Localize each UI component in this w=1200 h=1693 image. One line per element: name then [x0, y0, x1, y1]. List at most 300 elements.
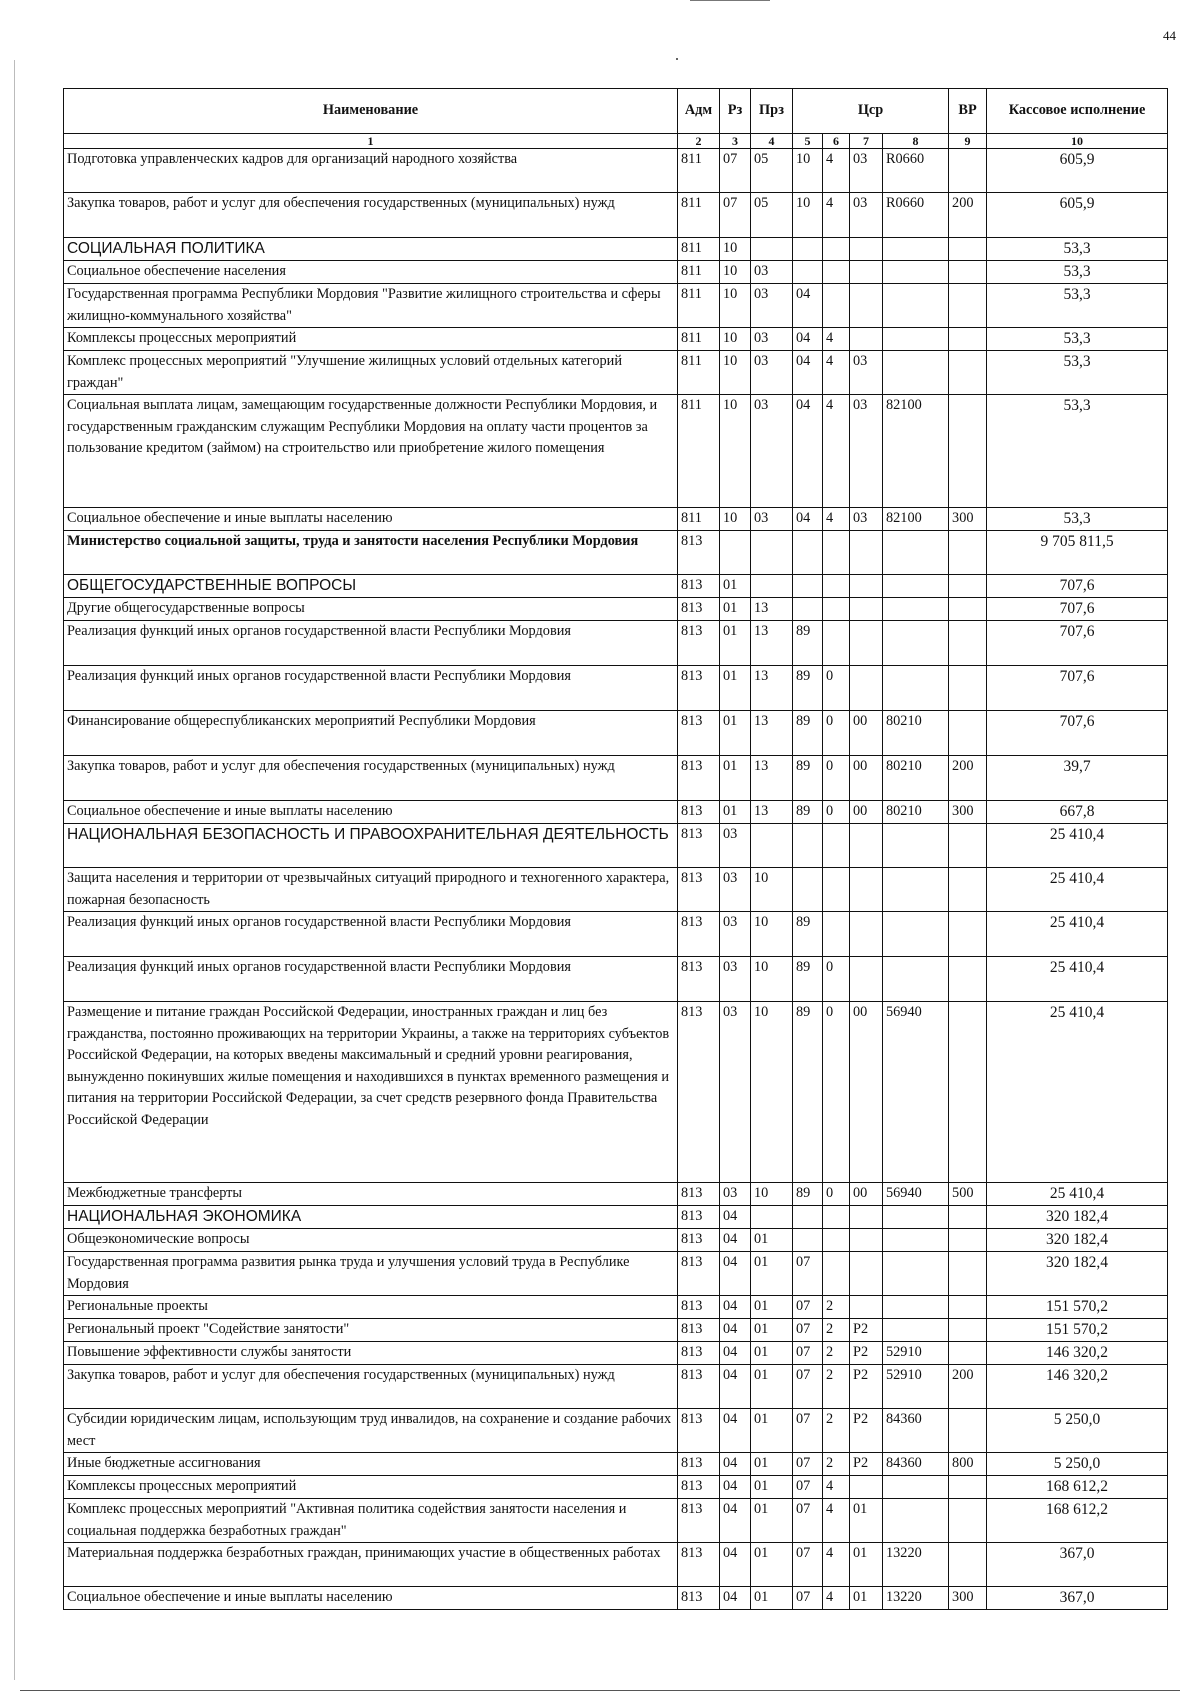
row-csr-type: 0: [823, 711, 850, 756]
row-csr-direction: R0660: [883, 193, 949, 238]
row-prz: 13: [751, 756, 793, 801]
table-row: [64, 328, 1168, 351]
row-csr-structure: P2: [850, 1409, 883, 1453]
row-rz: 04: [720, 1453, 751, 1476]
row-csr-direction: 82100: [883, 508, 949, 531]
row-csr-program: [793, 261, 823, 284]
row-amount: 25 410,4: [987, 1002, 1168, 1183]
row-amount: 9 705 811,5: [987, 531, 1168, 575]
header-amount: Кассовое исполнение: [987, 89, 1168, 134]
row-csr-direction: [883, 598, 949, 621]
row-amount: 146 320,2: [987, 1342, 1168, 1365]
table-row: [64, 756, 1168, 801]
row-csr-direction: [883, 1499, 949, 1543]
table-row: [64, 1365, 1168, 1409]
row-prz: [751, 238, 793, 261]
row-prz: 13: [751, 666, 793, 711]
row-amount: 25 410,4: [987, 912, 1168, 957]
row-csr-direction: [883, 1206, 949, 1229]
row-csr-direction: 13220: [883, 1587, 949, 1610]
row-csr-structure: 00: [850, 1002, 883, 1183]
row-csr-type: [823, 1229, 850, 1252]
row-csr-direction: [883, 1296, 949, 1319]
row-csr-type: 4: [823, 1587, 850, 1610]
row-csr-type: 0: [823, 666, 850, 711]
table-row: [64, 1342, 1168, 1365]
row-rz: 04: [720, 1365, 751, 1409]
row-csr-program: 89: [793, 912, 823, 957]
row-adm: 811: [678, 395, 720, 508]
row-csr-type: 4: [823, 351, 850, 395]
row-name: Реализация функций иных органов государственной власти Республики Мордовия: [64, 666, 678, 711]
row-amount: 5 250,0: [987, 1409, 1168, 1453]
row-name: НАЦИОНАЛЬНАЯ БЕЗОПАСНОСТЬ И ПРАВООХРАНИТЕЛЬНАЯ ДЕЯТЕЛЬНОСТЬ: [64, 824, 678, 868]
row-prz: 01: [751, 1587, 793, 1610]
row-name: Реализация функций иных органов государственной власти Республики Мордовия: [64, 912, 678, 957]
table-row: [64, 238, 1168, 261]
row-prz: [751, 575, 793, 598]
row-adm: 813: [678, 957, 720, 1002]
row-amount: 53,3: [987, 238, 1168, 261]
row-amount: 605,9: [987, 193, 1168, 238]
row-amount: 25 410,4: [987, 868, 1168, 912]
row-csr-type: 0: [823, 1183, 850, 1206]
row-rz: 01: [720, 666, 751, 711]
table-row: [64, 1319, 1168, 1342]
row-adm: 813: [678, 912, 720, 957]
row-amount: 320 182,4: [987, 1229, 1168, 1252]
row-csr-program: 07: [793, 1499, 823, 1543]
row-vr: [949, 395, 987, 508]
table-row: [64, 1229, 1168, 1252]
row-adm: 811: [678, 508, 720, 531]
row-vr: [949, 1409, 987, 1453]
row-prz: 01: [751, 1499, 793, 1543]
row-prz: 10: [751, 1183, 793, 1206]
row-prz: 05: [751, 193, 793, 238]
row-amount: 151 570,2: [987, 1296, 1168, 1319]
row-csr-direction: [883, 1476, 949, 1499]
row-csr-direction: [883, 912, 949, 957]
row-prz: 03: [751, 328, 793, 351]
row-amount: 25 410,4: [987, 824, 1168, 868]
row-name: Размещение и питание граждан Российской Федерации, иностранных граждан и лиц без гражданства, постоянно проживающих на территории Украины, а также на территориях субъектов Российской Федерации, на которых введены максимальный и средний уровни реагирования, вынужденно покинувших жилые помещения и находившихся в пунктах временного размещения и питания на территории Российской Федерации, за счет средств резервного фонда Правительства Российской Федерации: [64, 1002, 678, 1183]
row-vr: [949, 149, 987, 193]
row-rz: 04: [720, 1342, 751, 1365]
row-csr-program: 07: [793, 1476, 823, 1499]
row-rz: 10: [720, 284, 751, 328]
row-amount: 53,3: [987, 395, 1168, 508]
row-csr-type: 2: [823, 1296, 850, 1319]
row-csr-structure: [850, 328, 883, 351]
row-csr-direction: 80210: [883, 756, 949, 801]
row-prz: 03: [751, 395, 793, 508]
row-csr-type: 2: [823, 1409, 850, 1453]
row-csr-type: 4: [823, 1543, 850, 1587]
row-csr-program: 07: [793, 1587, 823, 1610]
row-csr-structure: [850, 868, 883, 912]
row-prz: 03: [751, 508, 793, 531]
row-vr: [949, 1499, 987, 1543]
row-name: Реализация функций иных органов государственной власти Республики Мордовия: [64, 621, 678, 666]
row-vr: 800: [949, 1453, 987, 1476]
row-csr-direction: 56940: [883, 1002, 949, 1183]
table-row: [64, 1002, 1168, 1183]
row-adm: 813: [678, 756, 720, 801]
row-csr-program: [793, 1229, 823, 1252]
row-csr-structure: [850, 531, 883, 575]
table-row: [64, 575, 1168, 598]
row-prz: 05: [751, 149, 793, 193]
scan-artifact-dot: [676, 58, 678, 60]
table-row: [64, 531, 1168, 575]
table-row: [64, 1409, 1168, 1453]
row-name: Реализация функций иных органов государственной власти Республики Мордовия: [64, 957, 678, 1002]
column-number: 1: [64, 134, 678, 149]
row-prz: 01: [751, 1319, 793, 1342]
row-prz: 10: [751, 868, 793, 912]
table-row: [64, 1587, 1168, 1610]
row-csr-program: 89: [793, 666, 823, 711]
row-prz: 01: [751, 1229, 793, 1252]
row-prz: 01: [751, 1543, 793, 1587]
row-vr: 300: [949, 1587, 987, 1610]
row-name: Комплекс процессных мероприятий "Активная политика содействия занятости населения и социальная поддержка безработных граждан": [64, 1499, 678, 1543]
row-csr-type: 4: [823, 193, 850, 238]
row-csr-program: 07: [793, 1543, 823, 1587]
row-csr-program: [793, 531, 823, 575]
row-csr-structure: [850, 957, 883, 1002]
row-csr-structure: P2: [850, 1319, 883, 1342]
table-row: [64, 1453, 1168, 1476]
row-amount: 605,9: [987, 149, 1168, 193]
column-number: 4: [751, 134, 793, 149]
table-row: [64, 1476, 1168, 1499]
row-adm: 813: [678, 1319, 720, 1342]
row-name: Региональные проекты: [64, 1296, 678, 1319]
row-vr: [949, 1342, 987, 1365]
row-name: Защита населения и территории от чрезвычайных ситуаций природного и техногенного характера, пожарная безопасность: [64, 868, 678, 912]
row-vr: [949, 238, 987, 261]
row-csr-type: 4: [823, 149, 850, 193]
row-rz: 01: [720, 711, 751, 756]
row-csr-direction: [883, 575, 949, 598]
scan-artifact-line: [690, 0, 770, 1]
row-amount: 53,3: [987, 351, 1168, 395]
row-vr: [949, 868, 987, 912]
row-csr-structure: 03: [850, 351, 883, 395]
row-name: Общеэкономические вопросы: [64, 1229, 678, 1252]
row-csr-type: 4: [823, 508, 850, 531]
row-csr-program: 89: [793, 1183, 823, 1206]
row-csr-direction: [883, 1229, 949, 1252]
row-name: Социальное обеспечение и иные выплаты населению: [64, 1587, 678, 1610]
row-amount: 25 410,4: [987, 957, 1168, 1002]
row-amount: 5 250,0: [987, 1453, 1168, 1476]
row-csr-type: 4: [823, 1476, 850, 1499]
row-vr: [949, 957, 987, 1002]
row-csr-direction: [883, 351, 949, 395]
row-rz: 10: [720, 261, 751, 284]
row-csr-direction: R0660: [883, 149, 949, 193]
row-csr-program: [793, 238, 823, 261]
row-adm: 811: [678, 351, 720, 395]
row-rz: 10: [720, 238, 751, 261]
row-csr-type: [823, 621, 850, 666]
row-vr: 200: [949, 1365, 987, 1409]
row-vr: [949, 824, 987, 868]
row-csr-structure: [850, 575, 883, 598]
row-name: Повышение эффективности службы занятости: [64, 1342, 678, 1365]
column-number-row: [64, 134, 1168, 149]
row-prz: 03: [751, 351, 793, 395]
row-csr-direction: 80210: [883, 711, 949, 756]
row-rz: 03: [720, 824, 751, 868]
row-amount: 320 182,4: [987, 1252, 1168, 1296]
row-csr-type: 2: [823, 1365, 850, 1409]
table-row: [64, 1183, 1168, 1206]
row-csr-program: 07: [793, 1453, 823, 1476]
row-adm: 811: [678, 193, 720, 238]
row-csr-type: [823, 868, 850, 912]
row-name: Социальное обеспечение и иные выплаты населению: [64, 508, 678, 531]
row-amount: 707,6: [987, 666, 1168, 711]
row-name: Комплексы процессных мероприятий: [64, 1476, 678, 1499]
row-adm: 813: [678, 1476, 720, 1499]
row-adm: 813: [678, 1252, 720, 1296]
row-csr-direction: [883, 824, 949, 868]
row-csr-structure: 00: [850, 711, 883, 756]
row-csr-program: 07: [793, 1319, 823, 1342]
row-rz: 01: [720, 621, 751, 666]
row-csr-structure: 03: [850, 193, 883, 238]
row-csr-structure: [850, 1476, 883, 1499]
row-prz: 13: [751, 621, 793, 666]
row-csr-type: 2: [823, 1319, 850, 1342]
row-csr-direction: [883, 284, 949, 328]
row-csr-program: 07: [793, 1365, 823, 1409]
row-name: Другие общегосударственные вопросы: [64, 598, 678, 621]
row-vr: [949, 1476, 987, 1499]
column-number: 6: [823, 134, 850, 149]
row-rz: 04: [720, 1409, 751, 1453]
row-csr-structure: [850, 824, 883, 868]
row-adm: 813: [678, 1409, 720, 1453]
row-csr-structure: [850, 666, 883, 711]
row-adm: 813: [678, 1206, 720, 1229]
row-name: Межбюджетные трансферты: [64, 1183, 678, 1206]
row-amount: 53,3: [987, 261, 1168, 284]
table-row: [64, 1252, 1168, 1296]
row-adm: 813: [678, 801, 720, 824]
column-number: 5: [793, 134, 823, 149]
row-prz: 01: [751, 1365, 793, 1409]
row-rz: 04: [720, 1499, 751, 1543]
row-rz: 04: [720, 1476, 751, 1499]
header-adm: Адм: [678, 89, 720, 134]
row-csr-type: 0: [823, 756, 850, 801]
row-csr-type: [823, 238, 850, 261]
row-adm: 813: [678, 1499, 720, 1543]
row-csr-direction: [883, 957, 949, 1002]
row-csr-program: 89: [793, 957, 823, 1002]
row-name: Закупка товаров, работ и услуг для обеспечения государственных (муниципальных) нужд: [64, 193, 678, 238]
row-rz: 01: [720, 598, 751, 621]
header-csr: Цср: [793, 89, 949, 134]
row-amount: 53,3: [987, 328, 1168, 351]
row-csr-direction: [883, 328, 949, 351]
row-vr: [949, 1543, 987, 1587]
row-adm: 811: [678, 284, 720, 328]
column-number: 9: [949, 134, 987, 149]
row-vr: [949, 621, 987, 666]
row-amount: 667,8: [987, 801, 1168, 824]
row-adm: 811: [678, 238, 720, 261]
table-row: [64, 508, 1168, 531]
row-vr: [949, 284, 987, 328]
row-prz: [751, 531, 793, 575]
row-csr-program: 07: [793, 1296, 823, 1319]
row-prz: 01: [751, 1409, 793, 1453]
row-csr-structure: 01: [850, 1499, 883, 1543]
row-name: Иные бюджетные ассигнования: [64, 1453, 678, 1476]
table-body: [64, 149, 1168, 1610]
scan-artifact-bottom-line: [20, 1690, 1180, 1691]
row-amount: 707,6: [987, 575, 1168, 598]
row-csr-structure: [850, 261, 883, 284]
table-row: [64, 801, 1168, 824]
row-csr-direction: [883, 666, 949, 711]
row-csr-direction: [883, 1319, 949, 1342]
row-csr-program: 04: [793, 508, 823, 531]
row-rz: 01: [720, 801, 751, 824]
row-csr-program: 89: [793, 1002, 823, 1183]
row-name: Закупка товаров, работ и услуг для обеспечения государственных (муниципальных) нужд: [64, 1365, 678, 1409]
row-rz: 04: [720, 1319, 751, 1342]
row-csr-program: 04: [793, 395, 823, 508]
row-name: СОЦИАЛЬНАЯ ПОЛИТИКА: [64, 238, 678, 261]
row-csr-structure: 01: [850, 1587, 883, 1610]
row-rz: 03: [720, 912, 751, 957]
row-adm: 813: [678, 1587, 720, 1610]
row-name: Социальная выплата лицам, замещающим государственные должности Республики Мордовия, и государственным гражданским служащим Республики Мордовия на оплату части процентов за пользование кредитом (займом) на строительство или приобретение жилого помещения: [64, 395, 678, 508]
row-csr-structure: 00: [850, 1183, 883, 1206]
row-csr-structure: 01: [850, 1543, 883, 1587]
row-vr: [949, 351, 987, 395]
row-name: Социальное обеспечение населения: [64, 261, 678, 284]
row-adm: 813: [678, 531, 720, 575]
row-csr-type: [823, 575, 850, 598]
row-prz: 03: [751, 261, 793, 284]
header-prz: Прз: [751, 89, 793, 134]
row-name: Региональный проект "Содействие занятости": [64, 1319, 678, 1342]
row-name: Министерство социальной защиты, труда и занятости населения Республики Мордовия: [64, 531, 678, 575]
row-vr: [949, 912, 987, 957]
budget-execution-table: [63, 88, 1168, 1610]
row-adm: 813: [678, 666, 720, 711]
scan-artifact-edge: [14, 60, 15, 1680]
row-csr-type: 0: [823, 1002, 850, 1183]
row-csr-direction: 82100: [883, 395, 949, 508]
column-number: 10: [987, 134, 1168, 149]
row-csr-program: [793, 1206, 823, 1229]
row-csr-structure: [850, 238, 883, 261]
row-prz: 13: [751, 801, 793, 824]
row-rz: 10: [720, 395, 751, 508]
row-csr-structure: 03: [850, 149, 883, 193]
row-rz: 04: [720, 1206, 751, 1229]
row-vr: [949, 1252, 987, 1296]
row-csr-structure: [850, 598, 883, 621]
row-csr-program: 89: [793, 621, 823, 666]
row-prz: 13: [751, 598, 793, 621]
header-rz: Рз: [720, 89, 751, 134]
row-amount: 320 182,4: [987, 1206, 1168, 1229]
row-rz: 10: [720, 328, 751, 351]
row-vr: [949, 575, 987, 598]
row-csr-program: 89: [793, 711, 823, 756]
table-row: [64, 868, 1168, 912]
row-vr: 300: [949, 801, 987, 824]
row-csr-type: [823, 531, 850, 575]
row-prz: 03: [751, 284, 793, 328]
row-csr-structure: [850, 284, 883, 328]
row-adm: 813: [678, 1229, 720, 1252]
row-adm: 811: [678, 261, 720, 284]
page-number: 44: [1163, 28, 1176, 43]
row-adm: 813: [678, 868, 720, 912]
row-csr-type: 0: [823, 801, 850, 824]
row-csr-direction: [883, 531, 949, 575]
row-csr-structure: 03: [850, 395, 883, 508]
row-adm: 813: [678, 711, 720, 756]
row-csr-structure: [850, 1296, 883, 1319]
table-row: [64, 621, 1168, 666]
table-row: [64, 1296, 1168, 1319]
table-row: [64, 193, 1168, 238]
row-prz: 13: [751, 711, 793, 756]
row-csr-structure: [850, 1206, 883, 1229]
row-csr-direction: 84360: [883, 1409, 949, 1453]
row-csr-type: 2: [823, 1342, 850, 1365]
row-csr-type: 0: [823, 957, 850, 1002]
row-csr-direction: 84360: [883, 1453, 949, 1476]
row-csr-direction: 13220: [883, 1543, 949, 1587]
table-row: [64, 666, 1168, 711]
row-vr: 200: [949, 756, 987, 801]
row-csr-type: [823, 598, 850, 621]
table-row: [64, 1499, 1168, 1543]
row-vr: [949, 531, 987, 575]
row-vr: 500: [949, 1183, 987, 1206]
row-prz: 01: [751, 1342, 793, 1365]
row-amount: 707,6: [987, 711, 1168, 756]
row-rz: 04: [720, 1252, 751, 1296]
row-csr-direction: 56940: [883, 1183, 949, 1206]
row-rz: 03: [720, 1002, 751, 1183]
row-rz: 01: [720, 575, 751, 598]
row-csr-program: 04: [793, 284, 823, 328]
row-prz: 10: [751, 957, 793, 1002]
row-csr-direction: [883, 238, 949, 261]
row-adm: 813: [678, 1543, 720, 1587]
table-row: [64, 261, 1168, 284]
row-csr-type: [823, 824, 850, 868]
row-adm: 813: [678, 1365, 720, 1409]
row-csr-program: 89: [793, 801, 823, 824]
row-csr-direction: [883, 868, 949, 912]
row-rz: 01: [720, 756, 751, 801]
